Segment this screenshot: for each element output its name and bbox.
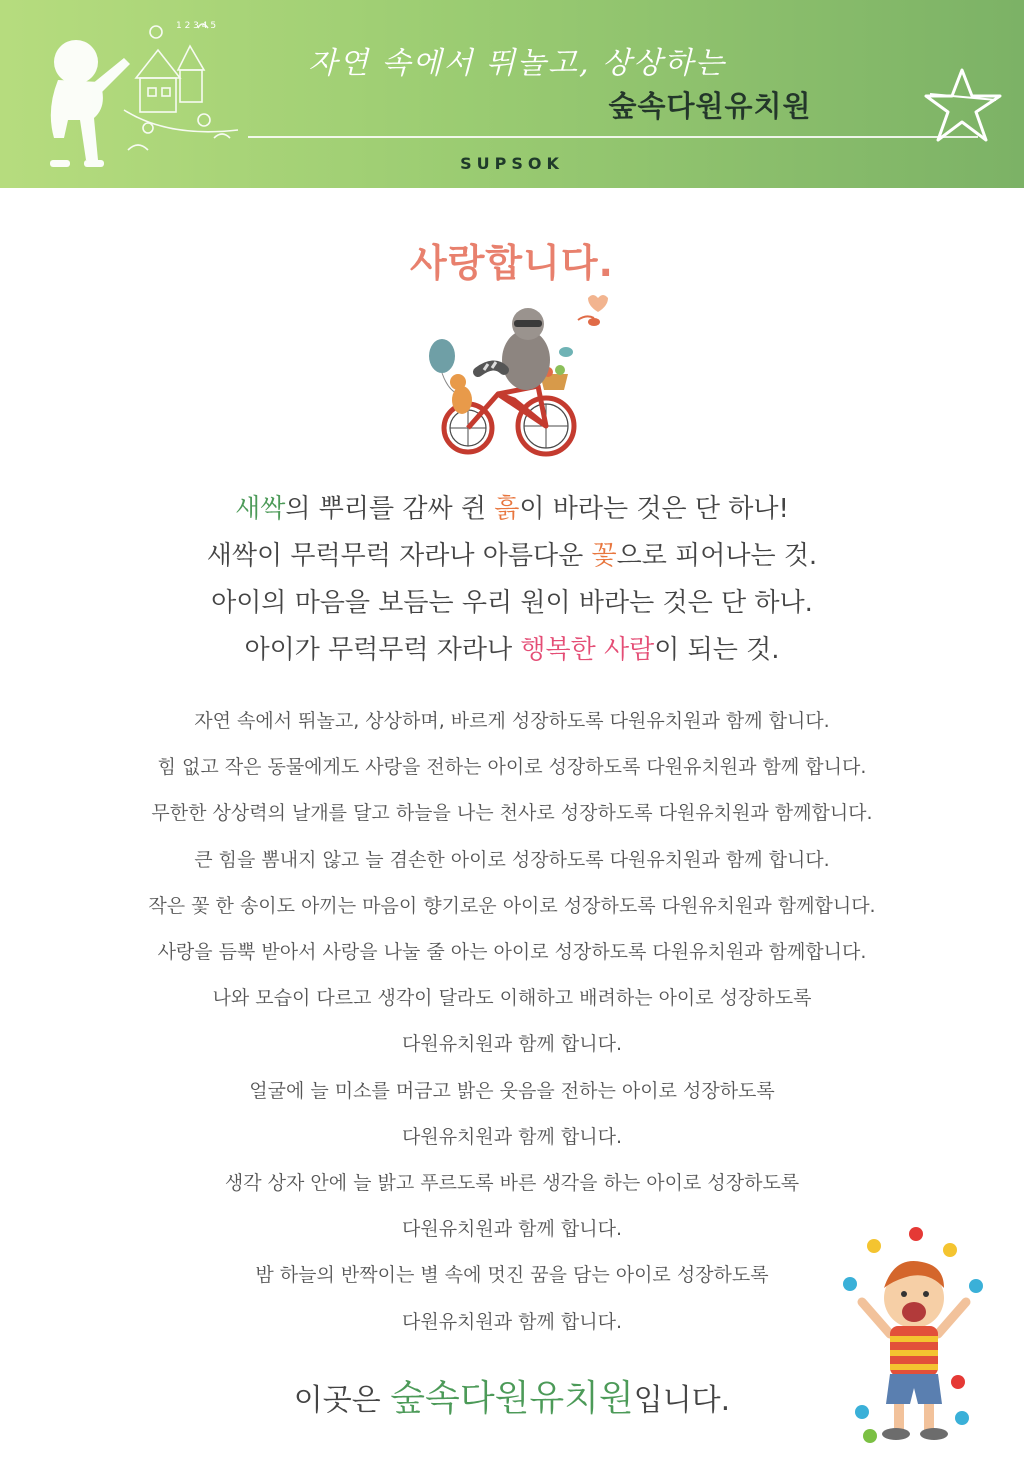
poem-highlight: 행복한 사람 bbox=[520, 635, 655, 665]
promise-line: 다원유치원과 함께 합니다. bbox=[401, 1125, 622, 1148]
closing-school-name: 숲속다원유치원 bbox=[390, 1378, 634, 1419]
star-icon bbox=[922, 64, 1004, 144]
promise-line: 다원유치원과 함께 합니다. bbox=[401, 1218, 622, 1241]
header-brand: 숲속다원유치원 bbox=[608, 89, 812, 123]
poem-highlight: 새싹 bbox=[235, 494, 286, 524]
promise-line: 다원유치원과 함께 합니다. bbox=[401, 1310, 622, 1333]
header-tagline: 자연 속에서 뛰놀고, 상상하는 bbox=[308, 46, 726, 81]
poem-text: 이 되는 것. bbox=[654, 635, 780, 665]
header-subtitle: SUPSOK bbox=[460, 154, 564, 173]
promise-line: 생각 상자 안에 늘 밝고 푸르도록 바른 생각을 하는 아이로 성장하도록 bbox=[224, 1172, 800, 1195]
poem-text: 아이의 마음을 보듬는 우리 원이 바라는 것은 단 하나. bbox=[211, 588, 813, 618]
header-divider bbox=[248, 136, 978, 138]
poem-line bbox=[0, 580, 1024, 627]
promise-line: 다원유치원과 함께 합니다. bbox=[401, 1033, 622, 1056]
raccoon-bicycle-icon bbox=[418, 290, 618, 460]
poem-line bbox=[0, 627, 1024, 674]
poem-text: 으로 피어나는 것. bbox=[616, 541, 818, 571]
promise-line: 무한한 상상력의 날개를 달고 하늘을 나는 천사로 성장하도록 다원유치원과 함께합니다. bbox=[151, 802, 873, 825]
promise-line: 큰 힘을 뽐내지 않고 늘 겸손한 아이로 성장하도록 다원유치원과 함께 합니다. bbox=[194, 848, 830, 871]
promise-line: 힘 없고 작은 동물에게도 사랑을 전하는 아이로 성장하도록 다원유치원과 함께 합니다. bbox=[157, 756, 867, 779]
promise-line: 자연 속에서 뛰놀고, 상상하며, 바르게 성장하도록 다원유치원과 함께 합니다. bbox=[194, 710, 830, 732]
poem-text: 아이가 무럭무럭 자라나 bbox=[244, 635, 521, 665]
poem-line bbox=[0, 533, 1024, 580]
closing-prefix: 이곳은 bbox=[293, 1383, 391, 1418]
poem-highlight: 꽃 bbox=[591, 541, 617, 571]
poem-text: 새싹이 무럭무럭 자라나 아름다운 bbox=[206, 541, 592, 571]
poem bbox=[0, 486, 1024, 674]
promise-line: 밤 하늘의 반짝이는 별 속에 멋진 꿈을 담는 아이로 성장하도록 bbox=[255, 1264, 769, 1287]
poem-highlight: 흙 bbox=[494, 494, 520, 524]
page-header bbox=[0, 0, 1024, 188]
poem-text: 의 뿌리를 감싸 쥔 bbox=[285, 494, 495, 524]
svg-text:1 2 3 4 5: 1 2 3 4 5 bbox=[176, 21, 217, 31]
promise-line: 나와 모습이 다르고 생각이 달라도 이해하고 배려하는 아이로 성장하도록 bbox=[212, 987, 812, 1010]
juggling-boy-icon bbox=[838, 1222, 988, 1447]
closing-suffix: 입니다. bbox=[633, 1383, 731, 1418]
page-title: 사랑합니다. bbox=[410, 241, 614, 285]
promise-line: 작은 꽃 한 송이도 아끼는 마음이 향기로운 아이로 성장하도록 다원유치원과 함께합니다. bbox=[148, 894, 876, 917]
promise-line: 얼굴에 늘 미소를 머금고 밝은 웃음을 전하는 아이로 성장하도록 bbox=[249, 1079, 775, 1102]
promise-line: 사랑을 듬뿍 받아서 사랑을 나눌 줄 아는 아이로 성장하도록 다원유치원과 함께합니다. bbox=[157, 941, 867, 964]
poem-text: 이 바라는 것은 단 하나! bbox=[519, 494, 789, 524]
poem-line bbox=[0, 486, 1024, 533]
